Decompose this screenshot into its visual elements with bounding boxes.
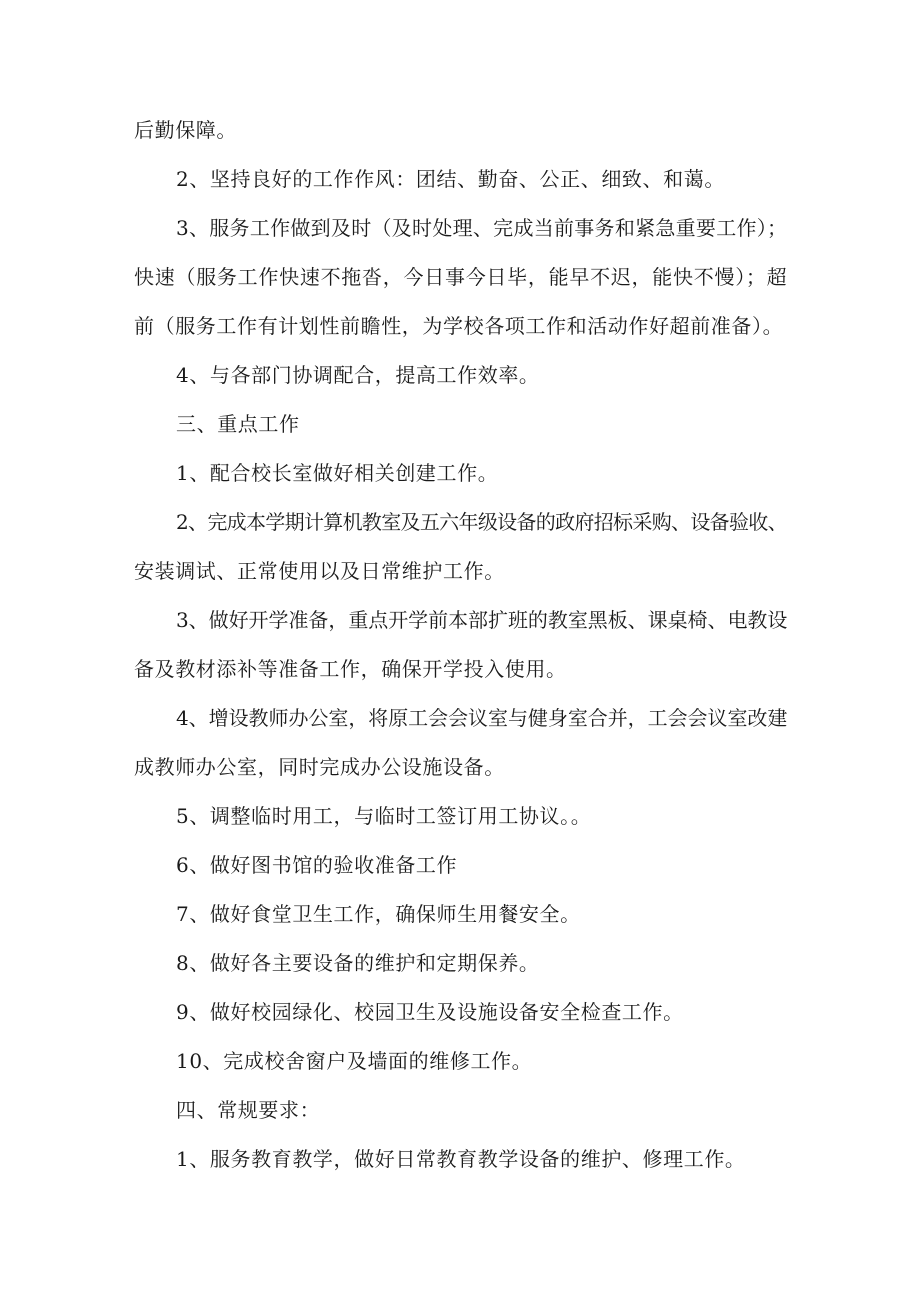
text-line-22: 1、服务教育教学，做好日常教育教学设备的维护、修理工作。 [176,1147,746,1171]
text-line-12: 备及教材添补等准备工作，确保开学投入使用。 [134,657,567,681]
text-line-1: 后勤保障。 [134,118,237,142]
text-line-4: 快速（服务工作快速不拖沓，今日事今日毕，能早不迟，能快不慢）；超 [134,265,788,289]
section-heading-4: 四、常规要求： [176,1098,321,1122]
text-line-5: 前（服务工作有计划性前瞻性，为学校各项工作和活动作好超前准备）。 [134,314,784,338]
text-line-10: 安装调试、正常使用以及日常维护工作。 [134,559,505,583]
text-line-9: 2、完成本学期计算机教室及五六年级设备的政府招标采购、设备验收、 [176,510,787,534]
text-line-19: 9、做好校园绿化、校园卫生及设施设备安全检查工作。 [176,1000,684,1024]
text-line-13: 4、增设教师办公室，将原工会会议室与健身室合并，工会会议室改建 [176,706,788,730]
text-line-14: 成教师办公室，同时完成办公设施设备。 [134,755,505,779]
text-line-11: 3、做好开学准备，重点开学前本部扩班的教室黑板、课桌椅、电教设 [176,608,788,632]
text-line-15: 5、调整临时用工，与临时工签订用工协议。。 [176,804,592,828]
text-line-3: 3、服务工作做到及时（及时处理、完成当前事务和紧急重要工作）； [176,216,788,240]
section-heading-3: 三、重点工作 [176,412,300,436]
text-line-18: 8、做好各主要设备的维护和定期保养。 [176,951,540,975]
text-line-2: 2、坚持良好的工作作风：团结、勤奋、公正、细致、和蔼。 [176,167,725,191]
text-line-20: 10、完成校舍窗户及墙面的维修工作。 [176,1049,533,1073]
text-line-16: 6、做好图书馆的验收准备工作 [176,853,458,877]
text-line-17: 7、做好食堂卫生工作，确保师生用餐安全。 [176,902,581,926]
text-line-8: 1、配合校长室做好相关创建工作。 [176,461,499,485]
text-line-6: 4、与各部门协调配合，提高工作效率。 [176,363,540,387]
